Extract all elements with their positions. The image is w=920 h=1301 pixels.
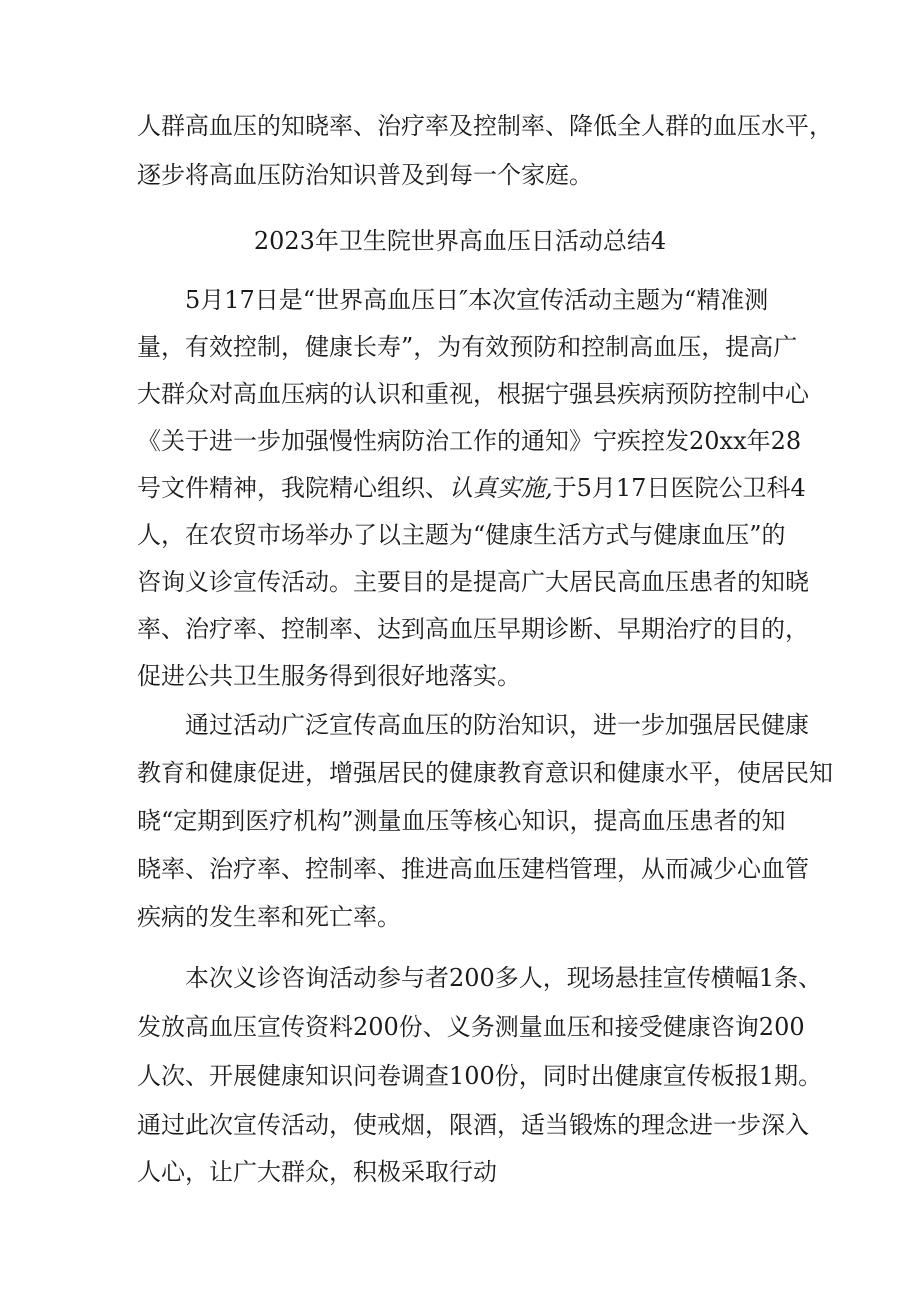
paragraph-line: 5月17日是“世界高血压日″本次宣传活动主题为“精准测 [185,286,769,314]
paragraph-line: 逐步将高血压防治知识普及到每一个家庭。 [137,161,593,189]
paragraph-line: 本次义诊咨询活动参与者200多人，现场悬挂宣传横幅1条、 [185,964,823,992]
paragraph-line: 人次、开展健康知识问卷调查100份，同时出健康宣传板报1期。 [137,1062,823,1090]
paragraph-line: 通过此次宣传活动，使戒烟，限酒，适当锻炼的理念进一步深入 [137,1111,809,1139]
paragraph-line: 晓“定期到医疗机构”测量血压等核心知识，提高血压患者的知 [137,807,786,835]
paragraph-line: 《关于进一步加强慢性病防治工作的通知》宁疾控发20xx年28 [137,427,802,455]
text-segment: 号文件精神，我院精心组织、 [137,474,449,502]
italic-text: 认真实施, [449,474,553,502]
text-segment: 于5月17日医院公卫科4 [552,474,806,502]
paragraph-line: 促进公共卫生服务得到很好地落实。 [137,662,521,690]
paragraph-line: 人心，让广大群众，积极采取行动 [137,1158,497,1186]
paragraph-line [137,473,806,503]
paragraph-line: 咨询义诊宣传活动。主要目的是提高广大居民高血压患者的知晓 [137,568,809,596]
paragraph-line: 疾病的发生率和死亡率。 [137,903,401,931]
section-title: 2023年卫生院世界高血压日活动总结4 [253,227,667,255]
paragraph-line: 发放高血压宣传资料200份、义务测量血压和接受健康咨询200 [137,1013,805,1041]
paragraph-line: 率、治疗率、控制率、达到高血压早期诊断、早期治疗的目的， [137,615,809,643]
paragraph-line: 教育和健康促进，增强居民的健康教育意识和健康水平，使居民知 [137,759,833,787]
paragraph-line: 量，有效控制，健康长寿”，为有效预防和控制高血压，提高广 [137,333,798,361]
paragraph-line: 晓率、治疗率、控制率、推进高血压建档管理，从而减少心血管 [137,855,809,883]
paragraph-line: 通过活动广泛宣传高血压的防治知识，进一步加强居民健康 [185,711,809,739]
paragraph-line: 人群高血压的知晓率、治疗率及控制率、降低全人群的血压水平， [137,112,833,140]
paragraph-line: 人，在农贸市场举办了以主题为“健康生活方式与健康血压”的 [137,521,786,549]
paragraph-line: 大群众对高血压病的认识和重视，根据宁强县疾病预防控制中心 [137,380,809,408]
